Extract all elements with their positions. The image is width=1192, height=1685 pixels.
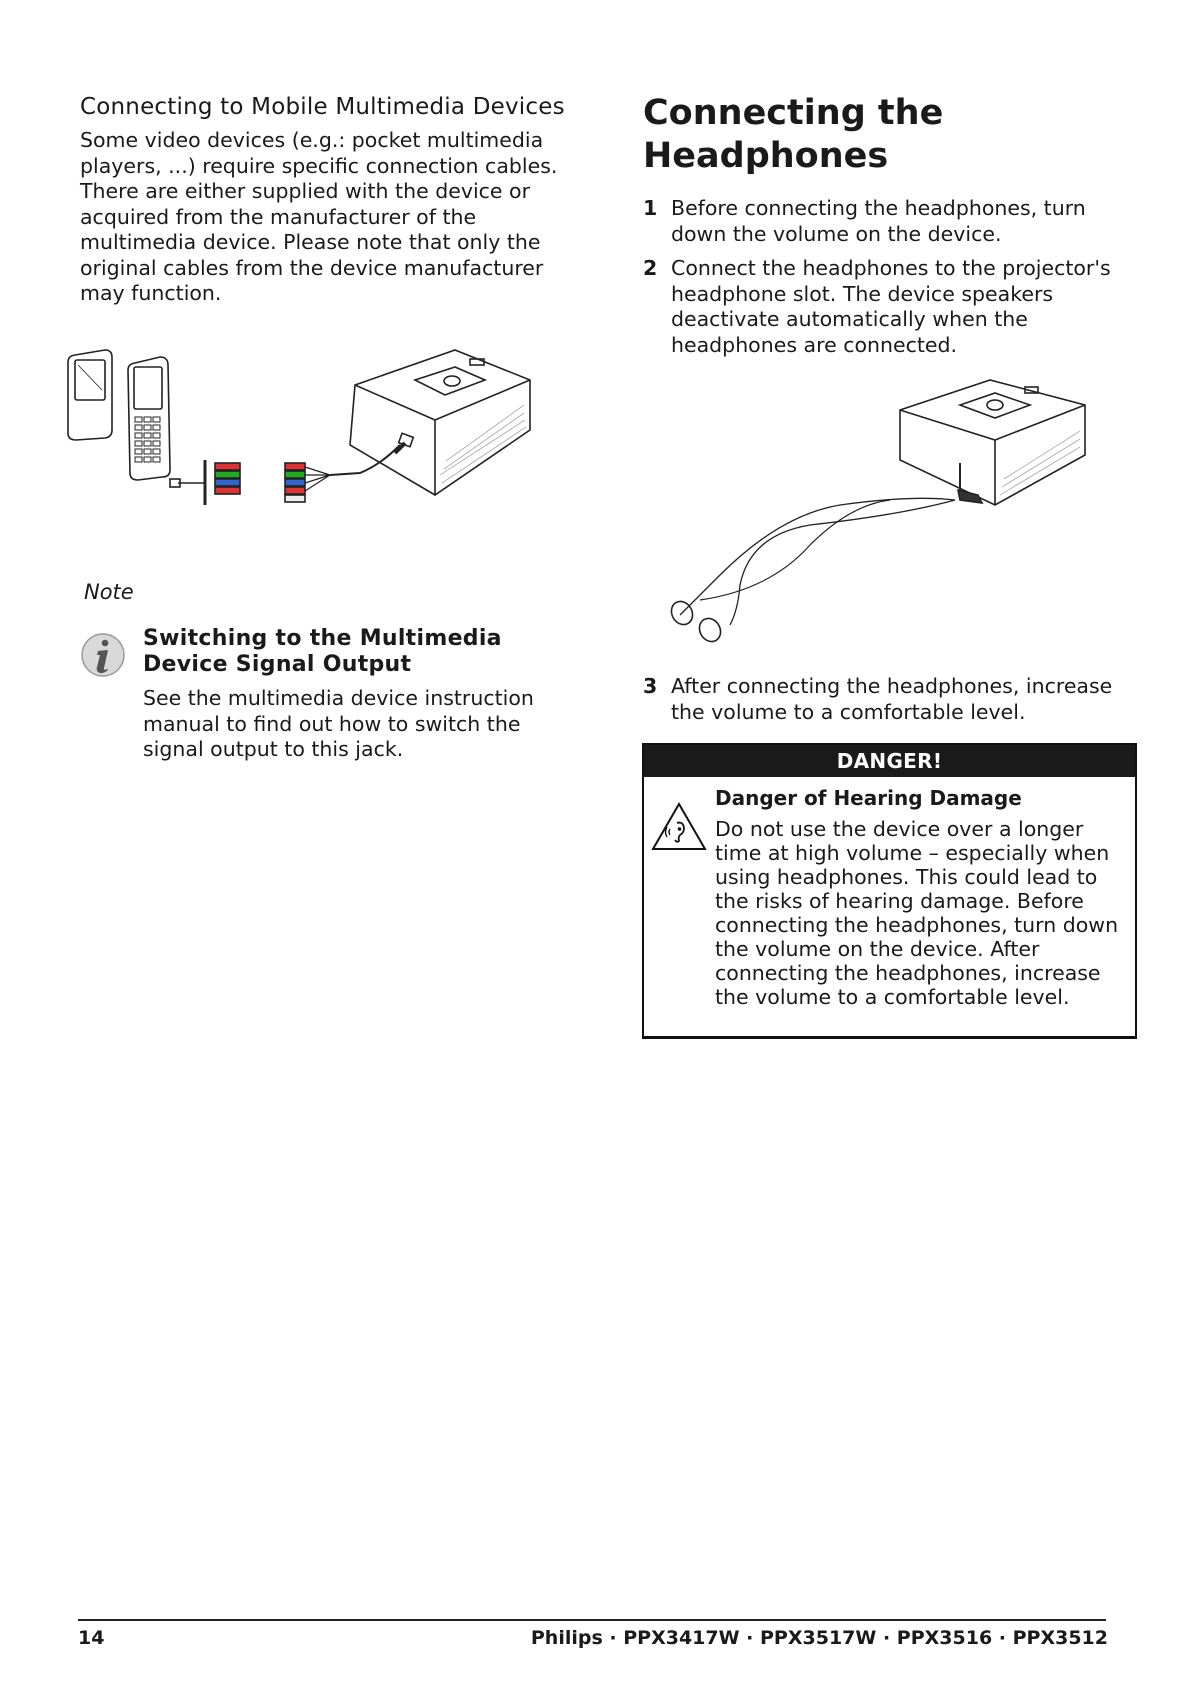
right-column: [643, 92, 1139, 367]
note-block: [143, 626, 573, 763]
info-icon: [80, 632, 126, 678]
av-plugs-icon: [170, 460, 305, 505]
projector-icon: [900, 380, 1085, 505]
mobile-devices-paragraph: Some video devices (e.g.: pocket multimedia players, ...) require specific connection cables. There are either supplied with the device or acquired from the manufacturer of the multimedia device. Please note that only the original cables from the device manufacturer may function.: [80, 128, 558, 305]
footer-divider: [78, 1619, 1106, 1621]
step-text: Connect the headphones to the projector's headphone slot. The device speakers deactivate automatically when the headphones are connected.: [671, 256, 1111, 357]
headphone-steps-list: [643, 196, 1139, 358]
mobile-phone-icon: [128, 357, 170, 480]
danger-text: Do not use the device over a longer time at high volume – especially when using headphones. This could lead to the risks of hearing damage. Before connecting the headphones, turn down the volume on the device. After connecting the headphones, increase the volume to a comfortable level.: [715, 817, 1119, 1009]
headphones-icon: [667, 463, 982, 645]
media-player-icon: [68, 350, 112, 440]
hearing-warning-icon: [650, 801, 708, 853]
page-number: 14: [78, 1627, 105, 1649]
step-number: 2: [643, 256, 658, 280]
note-text: See the multimedia device instruction manual to find out how to switch the signal output to this jack.: [143, 686, 534, 761]
danger-warning-box: [642, 743, 1137, 1039]
section-heading-headphones: Connecting the Headphones: [643, 93, 944, 176]
note-label: Note: [84, 580, 134, 604]
step-number: 1: [643, 196, 658, 220]
danger-content: [715, 785, 1125, 1009]
projector-icon: [350, 350, 530, 495]
step-text: After connecting the headphones, increase the volume to a comfortable level.: [671, 674, 1113, 724]
left-column: [80, 92, 580, 307]
headphones-connection-illustration: [660, 375, 1100, 650]
step-number: 3: [643, 674, 658, 698]
step-item: [643, 256, 1139, 358]
mobile-devices-connection-illustration: [60, 345, 580, 545]
note-title: Switching to the Multimedia Device Signal Output: [143, 626, 502, 677]
danger-title: Danger of Hearing Damage: [715, 786, 1022, 810]
footer-product-line: Philips · PPX3417W · PPX3517W · PPX3516 · PPX3512: [530, 1627, 1108, 1649]
step-item: [643, 674, 1133, 734]
step-text: Before connecting the headphones, turn down the volume on the device.: [671, 196, 1086, 246]
danger-header: DANGER!: [644, 745, 1135, 777]
section-heading-mobile-devices: Connecting to Mobile Multimedia Devices: [80, 94, 565, 120]
step-item: [643, 196, 1139, 247]
